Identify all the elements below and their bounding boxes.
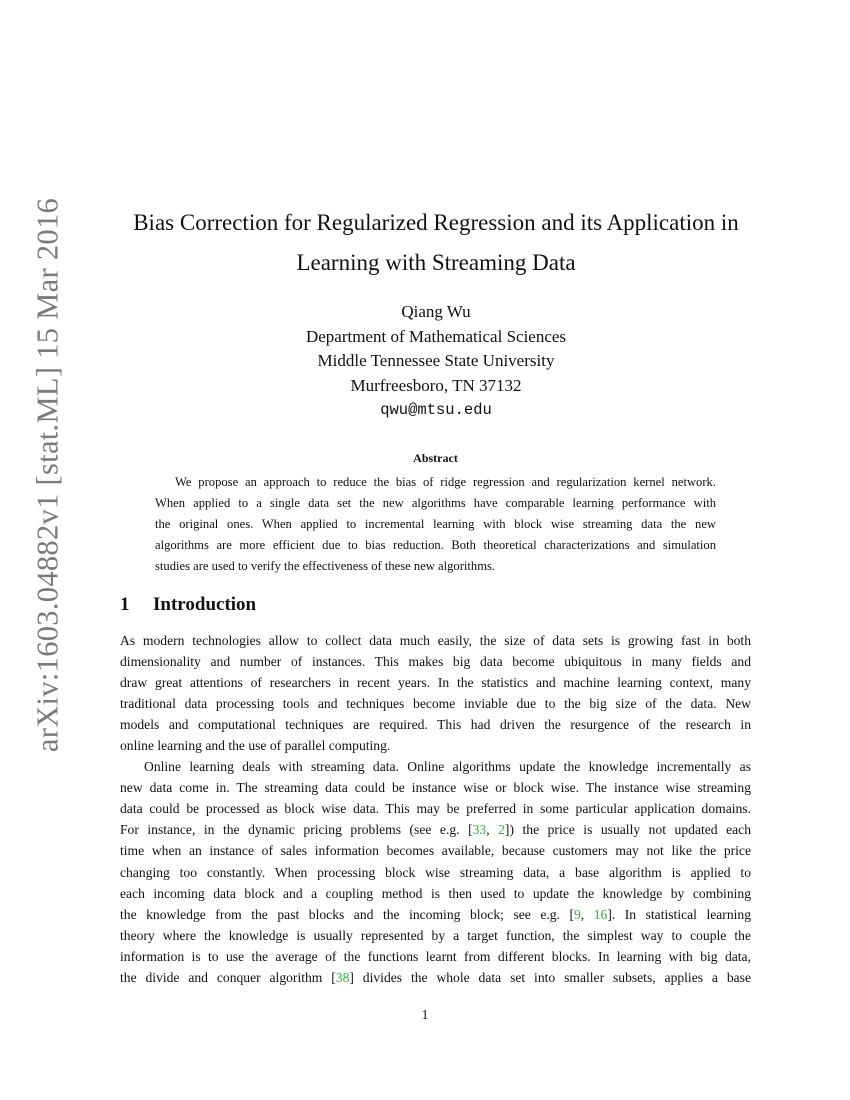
paragraph-line: draw great attentions of researchers in recent years. In the statistics and machine learning context, many: [120, 675, 751, 691]
paragraph-line: time when an instance of sales information becomes available, because customers may not like the price: [120, 843, 751, 859]
abstract: [155, 450, 716, 576]
paragraph-line: [120, 904, 751, 925]
abstract-line: the original ones. When applied to incremental learning with block wise streaming data the new: [155, 516, 716, 531]
page-number: 1: [421, 1007, 429, 1022]
citation-link[interactable]: 9: [574, 906, 581, 922]
paragraph-line: new data come in. The streaming data could be instance wise or block wise. The instance wise streaming: [120, 780, 751, 796]
author-email[interactable]: qwu@mtsu.edu: [380, 401, 492, 419]
section-number: 1: [120, 594, 130, 615]
author-department: Department of Mathematical Sciences: [305, 326, 567, 346]
citation-link[interactable]: 16: [593, 906, 608, 922]
citation-link[interactable]: 2: [498, 822, 505, 838]
text-segment: ,: [486, 822, 499, 838]
title-line-1: Bias Correction for Regularized Regression and its Application in: [133, 210, 739, 235]
paragraph-line: [120, 967, 751, 988]
text-segment: ]. In statistical learning: [607, 906, 752, 922]
section-heading: [120, 592, 256, 618]
paragraph-line: traditional data processing tools and techniques become inviable due to the big size of the data. New: [120, 696, 751, 712]
paragraph-line: changing too constantly. When processing block wise streaming data, a base algorithm is applied to: [120, 864, 751, 880]
paragraph-line: theory where the knowledge is usually represented by a target function, the simplest way to couple the: [120, 927, 751, 943]
paper-title: [110, 203, 762, 283]
abstract-line: When applied to a single data set the new algorithms have comparable learning performance with: [155, 495, 716, 510]
text-segment: ]) the price is usually not updated each: [504, 822, 752, 838]
author-city: Murfreesboro, TN 37132: [350, 375, 522, 395]
paragraph-line: data could be processed as block wise data. This may be preferred in some particular application domains.: [120, 801, 751, 817]
author-university: Middle Tennessee State University: [317, 351, 555, 370]
citation-link[interactable]: 38: [335, 969, 350, 985]
body-text: [120, 630, 751, 988]
paragraph-line: dimensionality and number of instances. This makes big data become ubiquitous in many fields and: [120, 654, 751, 670]
title-line-2: Learning with Streaming Data: [296, 250, 576, 275]
text-segment: For instance, in the dynamic pricing problems (see e.g. [: [120, 822, 473, 838]
paragraph-line: online learning and the use of parallel computing.: [120, 738, 391, 754]
paragraph-line: each incoming data block and a coupling method is then used to update the knowledge by combining: [120, 885, 751, 901]
abstract-heading: Abstract: [413, 451, 458, 465]
paragraph-line: [120, 819, 751, 840]
text-segment: the divide and conquer algorithm [: [120, 969, 336, 985]
text-segment: ] divides the whole data set into smaller subsets, applies a base: [349, 969, 751, 985]
author-name: Qiang Wu: [401, 302, 471, 321]
abstract-line: studies are used to verify the effectiveness of these new algorithms.: [155, 558, 496, 573]
text-segment: ,: [580, 906, 594, 922]
text-segment: the knowledge from the past blocks and the incoming block; see e.g. [: [120, 906, 574, 922]
author-block: [110, 300, 762, 423]
paragraph-line: As modern technologies allow to collect data much easily, the size of data sets is growing fast in both: [120, 633, 751, 648]
paragraph-line: information is to use the average of the functions learnt from different blocks. In learning with big data,: [120, 948, 751, 964]
paragraph-line: Online learning deals with streaming data. Online algorithms update the knowledge incrementally as: [144, 759, 751, 775]
abstract-line: We propose an approach to reduce the bias of ridge regression and regularization kernel network.: [175, 475, 716, 489]
arxiv-identifier-stamp: arXiv:1603.04882v1 [stat.ML] 15 Mar 2016: [30, 197, 65, 753]
paragraph-line: models and computational techniques are required. This had driven the resurgence of the research in: [120, 717, 751, 733]
citation-link[interactable]: 33: [472, 822, 487, 838]
abstract-line: algorithms are more efficient due to bias reduction. Both theoretical characterizations and simulation: [155, 537, 716, 552]
section-title: Introduction: [153, 594, 257, 615]
